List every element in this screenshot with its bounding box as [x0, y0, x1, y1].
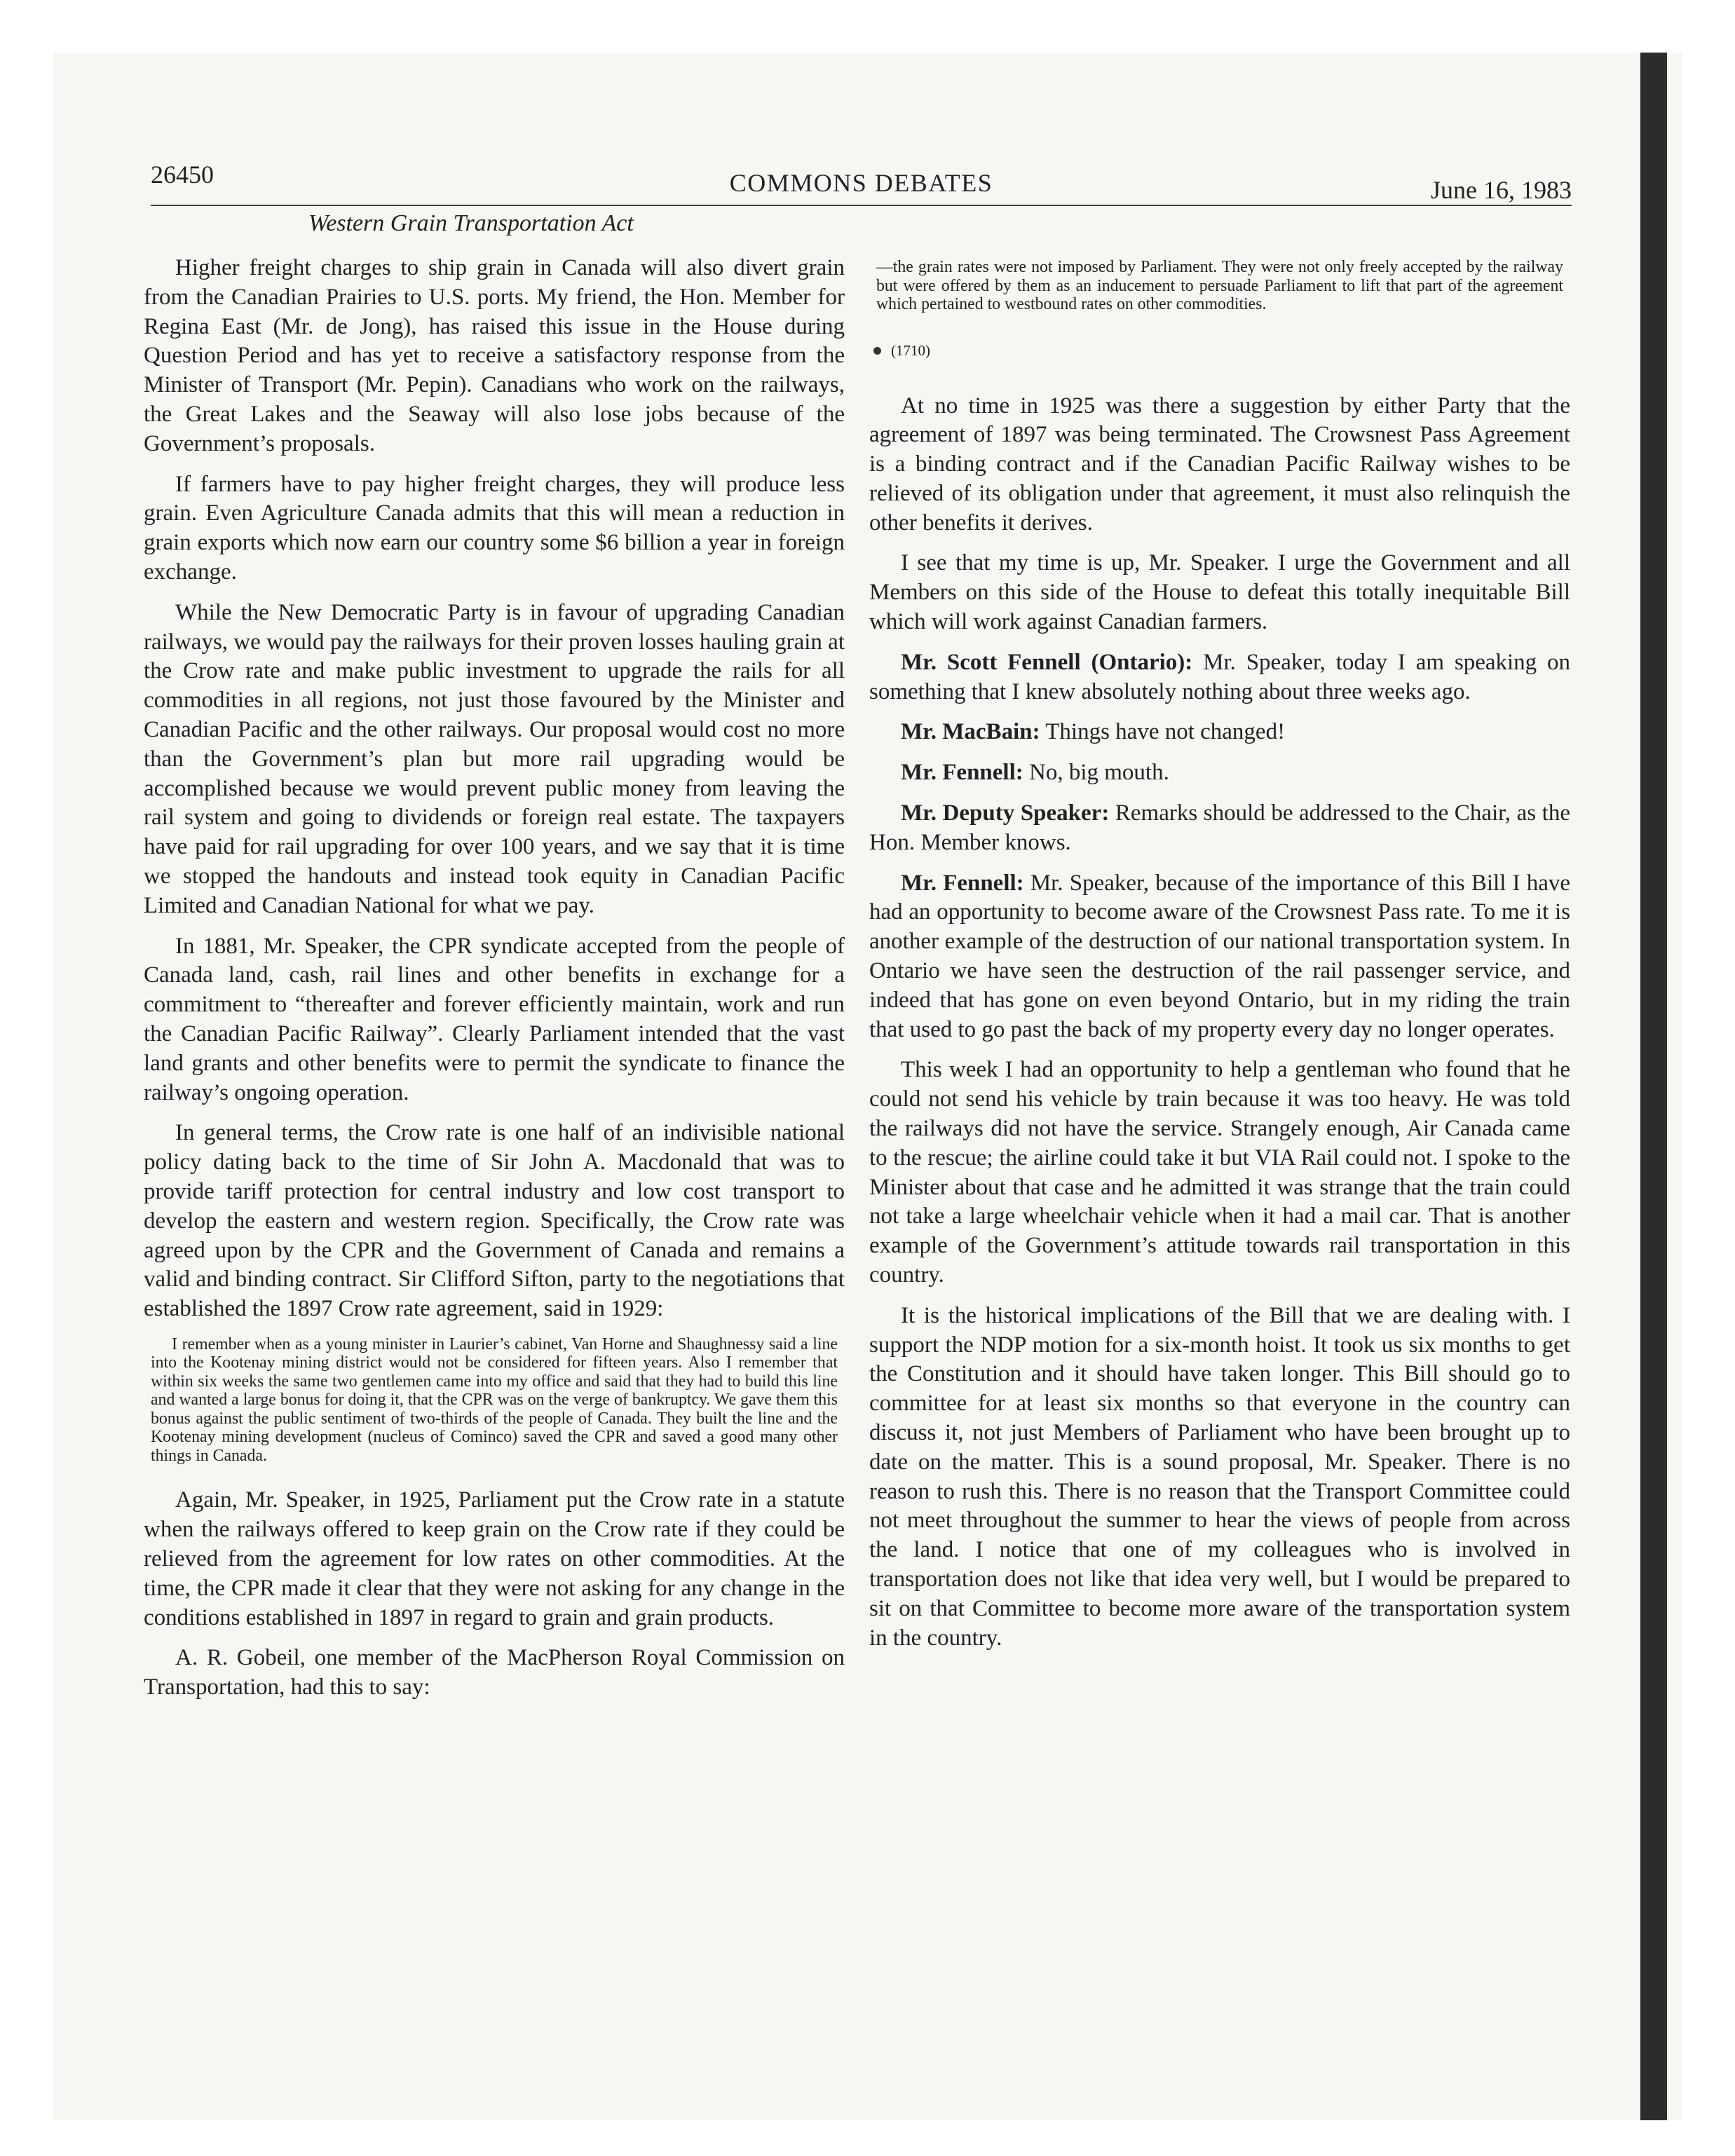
paragraph: At no time in 1925 was there a suggestion by either Party that the agreement of 1897 was being terminated. The Crowsnest Pass Agreement is a binding contract and if the Canadian Pacific Railway wishes to be relieved of its obligation under that agreement, it must also relinquish the other benefits it derives.: [869, 393, 1570, 535]
paragraph: It is the historical implications of the Bill that we are dealing with. I support the NDP motion for a six-month hoist. It took us six months to get the Constitution and it should have taken longer. This Bill should go to committee for at least six months so that everyone in the country can discuss it, not just Members of Parliament who have been brought up to date on the matter. This is a sound proposal, Mr. Speaker. There is no reason to rush this. There is no reason that the Transport Committee could not meet throughout the summer to hear the views of people from across the land. I notice that one of my colleagues who is involved in transportation does not like that idea very well, but I would be prepared to sit on that Committee to become more aware of the transportation system in the country.: [869, 1302, 1570, 1651]
speech-paragraph: [869, 869, 1570, 1045]
publication-title: COMMONS DEBATES: [729, 169, 993, 197]
right-column: [869, 254, 1570, 1664]
speech-text: Mr. Speaker, because of the importance of this Bill I have had an opportunity to become aware of the Crowsnest Pass rate. To me it is another example of the destruction of our national transportation system. In Ontario we have seen the destruction of the rail passenger service, and indeed that has gone on even beyond Ontario, but in my riding the train that used to go past the back of my property every day no longer operates.: [869, 870, 1570, 1042]
speech-paragraph: [869, 758, 1570, 788]
page-header: [151, 160, 1572, 206]
paragraph: I see that my time is up, Mr. Speaker. I urge the Government and all Members on this side of the House to defeat this totally inequitable Bill which will work against Canadian farmers.: [869, 550, 1570, 635]
speaker-name: Mr. MacBain:: [901, 719, 1040, 745]
paragraph: Again, Mr. Speaker, in 1925, Parliament put the Crow rate in a statute when the railways offered to keep grain on the Crow rate if they could be relieved from the agreement for low rates on other commodities. At the time, the CPR made it clear that they were not asking for any change in the conditions established in 1897 in regard to grain and grain products.: [144, 1487, 845, 1630]
paragraph: In general terms, the Crow rate is one half of an indivisible national policy dating back to the time of Sir John A. Macdonald that was to provide tariff protection for central industry and low cost transport to develop the eastern and western region. Specifically, the Crow rate was agreed upon by the CPR and the Government of Canada and remains a valid and binding contract. Sir Clifford Sifton, party to the negotiations that established the 1897 Crow rate agreement, said in 1929:: [144, 1120, 845, 1322]
time-marker: [873, 342, 1570, 360]
block-quote: I remember when as a young minister in Laurier’s cabinet, Van Horne and Shaughnessy said a line into the Kootenay mining district would not be considered for fifteen years. Also I remember that within six weeks the same two gentlemen came into my office and said that they had to build this line and wanted a large bonus for doing it, that the CPR was on the verge of bankruptcy. We gave them this bonus against the public sentiment of two-thirds of the people of Canada. They built the line and the Kootenay mining development (nucleus of Cominco) saved the CPR and saved a good many other things in Canada.: [151, 1335, 838, 1465]
block-quote: —the grain rates were not imposed by Parliament. They were not only freely accepted by the railway but were offered by them as an inducement to persuade Parliament to lift that part of the agreement which pertained to westbound rates on other commodities.: [876, 258, 1563, 313]
paragraph: In 1881, Mr. Speaker, the CPR syndicate accepted from the people of Canada land, cash, rail lines and other benefits in exchange for a commitment to “thereafter and forever efficiently maintain, work and run the Canadian Pacific Railway”. Clearly Parliament intended that the vast land grants and other benefits were to permit the syndicate to finance the railway’s ongoing operation.: [144, 933, 845, 1105]
speaker-name: Mr. Fennell:: [901, 870, 1024, 896]
speech-text: No, big mouth.: [1023, 760, 1169, 786]
publication-date: June 16, 1983: [1431, 176, 1572, 204]
paragraph: This week I had an opportunity to help a gentleman who found that he could not send his vehicle by train because it was too heavy. He was told the railways did not have the service. Strangely enough, Air Canada came to the rescue; the airline could take it but VIA Rail could not. I spoke to the Minister about that case and he admitted it was strange that the train could not take a large wheelchair vehicle when it had a mail car. That is another example of the Government’s attitude towards rail transportation in this country.: [869, 1057, 1570, 1288]
speech-text: Remarks should be addressed to the Chair, as the Hon. Member knows.: [869, 800, 1570, 855]
running-title: Western Grain Transportation Act: [308, 210, 634, 236]
speech-paragraph: [869, 718, 1570, 747]
speech-text: Mr. Speaker, today I am speaking on something that I knew absolutely nothing about three weeks ago.: [869, 649, 1570, 704]
paragraph: Higher freight charges to ship grain in Canada will also divert grain from the Canadian Prairies to U.S. ports. My friend, the Hon. Member for Regina East (Mr. de Jong), has raised this issue in the House during Question Period and has yet to receive a satisfactory response from the Minister of Transport (Mr. Pepin). Canadians who work on the railways, the Great Lakes and the Seaway will also lose jobs because of the Government’s proposals.: [144, 255, 845, 456]
paragraph: A. R. Gobeil, one member of the MacPherson Royal Commission on Transportation, had this to say:: [144, 1645, 845, 1700]
speaker-name: Mr. Scott Fennell (Ontario):: [901, 649, 1193, 675]
bullet-icon: [873, 347, 881, 355]
time-marker-text: (1710): [891, 341, 930, 359]
speaker-name: Mr. Deputy Speaker:: [901, 800, 1110, 826]
page-edge-shadow: [1640, 53, 1667, 2120]
speech-paragraph: [869, 799, 1570, 858]
speech-text: Things have not changed!: [1040, 719, 1286, 745]
speech-paragraph: [869, 648, 1570, 707]
page-number: 26450: [151, 161, 214, 189]
speaker-name: Mr. Fennell:: [901, 760, 1023, 786]
left-column: [144, 254, 845, 1714]
paragraph: While the New Democratic Party is in favour of upgrading Canadian railways, we would pay the railways for their proven losses hauling grain at the Crow rate and make public investment to upgrade the rails for all commodities in all regions, not just those favoured by the Minister and Canadian Pacific and the other railways. Our proposal would cost no more than the Government’s plan but more rail upgrading would be accomplished because we would prevent public money from leaving the rail system and going to dividends or foreign real estate. The taxpayers have paid for rail upgrading for over 100 years, and we say that it is time we stopped the handouts and instead took equity in Canadian Pacific Limited and Canadian National for what we pay.: [144, 599, 845, 918]
paragraph: If farmers have to pay higher freight charges, they will produce less grain. Even Agriculture Canada admits that this will mean a reduction in grain exports which now earn our country some $6 billion a year in foreign exchange.: [144, 471, 845, 585]
